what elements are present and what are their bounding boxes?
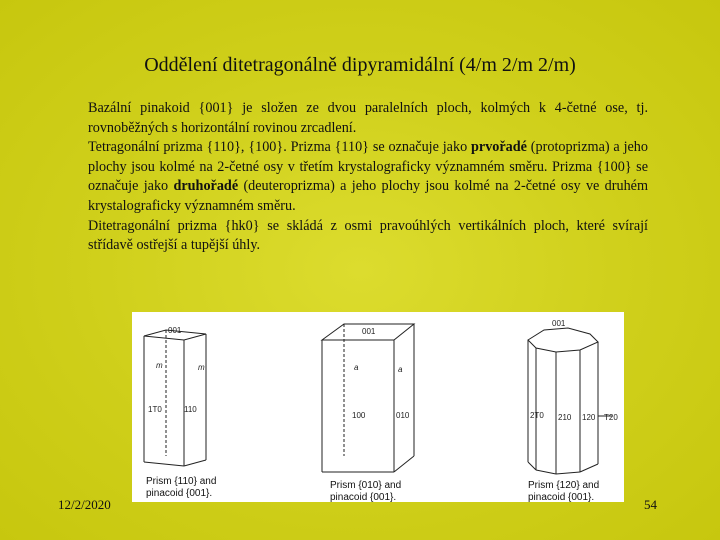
prism3-top-face xyxy=(528,328,598,352)
prism2-caption-1: Prism {010} and xyxy=(330,480,402,491)
prism3-top-label: 001 xyxy=(552,319,566,328)
paragraph-tetragonal-prism xyxy=(88,138,648,216)
prism3-index-4: T20 xyxy=(604,413,618,422)
prism1-index-right: 110 xyxy=(184,405,197,414)
prism1-face-left: m xyxy=(156,361,163,370)
prism2-index-left: 100 xyxy=(352,411,366,420)
prism1-top-label: 001 xyxy=(168,326,182,335)
prism3-index-1: 2T0 xyxy=(530,411,544,420)
term-druhorade: druhořadé xyxy=(173,178,239,195)
prism3-caption-1: Prism {120} and xyxy=(528,480,600,491)
prism3-index-2: 210 xyxy=(558,413,572,422)
paragraph-ditetragonal-prism: Ditetragonální prizma {hk0} se skládá z osmi pravoúhlých vertikálních ploch, které svírají střídavě ostřejší a tupější úhly. xyxy=(88,217,648,254)
prism3-index-3: 120 xyxy=(582,413,596,422)
prism3-caption-2: pinacoid {001}. xyxy=(528,492,595,502)
slide-page-number: 54 xyxy=(644,497,657,512)
prism-120-drawing xyxy=(528,328,612,474)
p2-text-c: (deuteroprizma) a jeho plochy jsou kolmé na 2-četné osy ve druhém krystalograficky významném směru. xyxy=(88,178,649,214)
prism-110-drawing xyxy=(144,330,206,466)
prism1-index-left: 1T0 xyxy=(148,405,162,414)
prism-100-drawing xyxy=(322,324,414,472)
term-prvoradе: prvořadé xyxy=(471,139,527,156)
slide-date: 12/2/2020 xyxy=(58,497,111,512)
prism1-face-right: m xyxy=(198,363,205,372)
paragraph-basal-pinacoid: Bazální pinakoid {001} je složen ze dvou paralelních ploch, kolmých k 4-četné ose, tj. rovnoběžných s horizontální rovinou zrcadlení. xyxy=(88,100,648,136)
prism2-top-label: 001 xyxy=(362,327,376,336)
prism2-caption-2: pinacoid {001}. xyxy=(330,492,397,502)
prism1-caption-2: pinacoid {001}. xyxy=(146,488,213,499)
slide-body xyxy=(88,99,648,256)
prism2-index-right: 010 xyxy=(396,411,410,420)
prism2-face-left: a xyxy=(354,363,359,372)
slide-title: Oddělení ditetragonálně dipyramidální (4/m 2/m 2/m) xyxy=(144,54,576,76)
prism1-caption-1: Prism {110} and xyxy=(146,476,217,487)
prism2-face-right: a xyxy=(398,365,403,374)
prisms-drawing xyxy=(132,312,624,502)
crystal-prisms-figure xyxy=(132,312,624,502)
p2-text-b: (protoprizma) a jeho plochy jsou kolmé na 2-četné osy v třetím krystalograficky významném směru. Prizma {100} se označuje jako xyxy=(88,139,648,195)
p2-text-a: Tetragonální prizma {110}, {100}. Prizma {110} se označuje jako xyxy=(88,139,471,156)
